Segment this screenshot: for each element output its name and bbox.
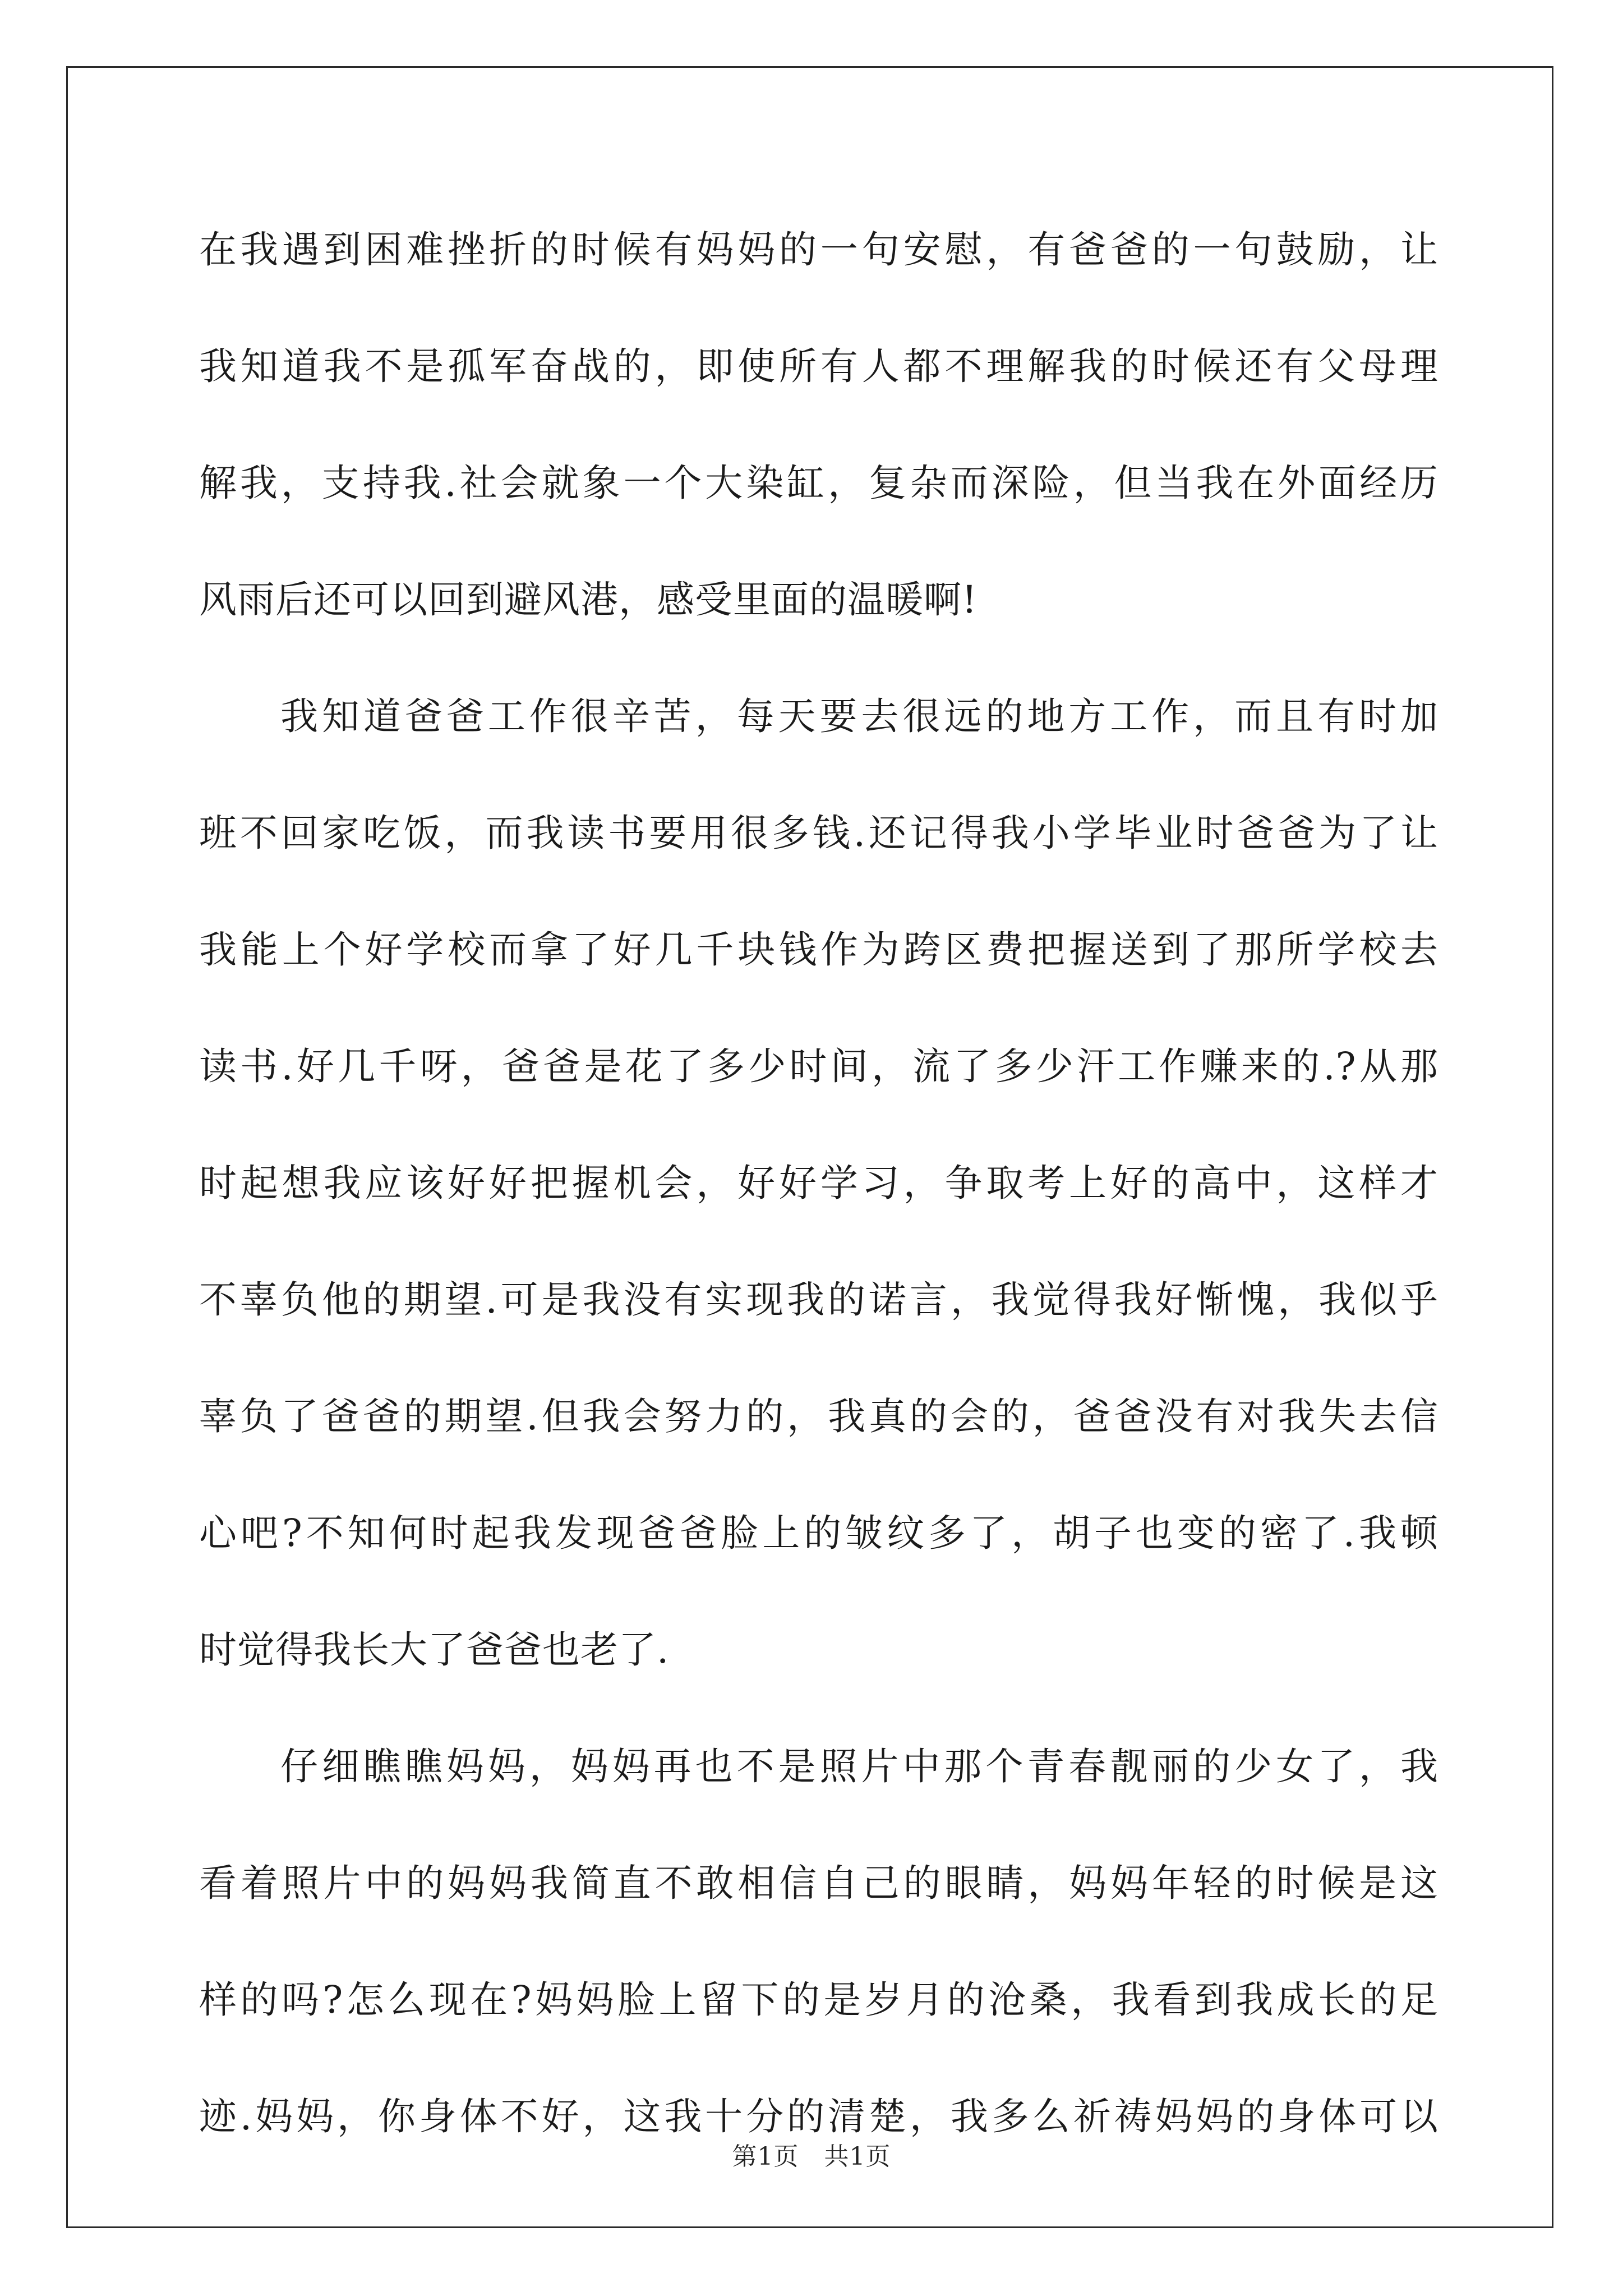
text-line: 我能上个好学校而拿了好几千块钱作为跨区费把握送到了那所学校去 <box>199 928 1438 972</box>
page-number-footer: 第1页 共1页 <box>732 2142 891 2171</box>
text-line: 解我，支持我.社会就象一个大染缸，复杂而深险，但当我在外面经历 <box>199 461 1438 505</box>
text-line: 迹.妈妈，你身体不好，这我十分的清楚，我多么祈祷妈妈的身体可以 <box>199 2095 1438 2138</box>
text-line: 读书.好几千呀，爸爸是花了多少时间，流了多少汗工作赚来的.?从那 <box>199 1045 1438 1088</box>
text-line: 时觉得我长大了爸爸也老了. <box>199 1628 670 1672</box>
document-body <box>199 208 1438 2191</box>
text-line: 我知道我不是孤军奋战的，即使所有人都不理解我的时候还有父母理 <box>199 344 1438 388</box>
paragraph-first-line: 仔细瞧瞧妈妈，妈妈再也不是照片中那个青春靓丽的少女了，我 <box>280 1745 1438 1788</box>
text-line: 班不回家吃饭，而我读书要用很多钱.还记得我小学毕业时爸爸为了让 <box>199 811 1438 855</box>
text-line: 看着照片中的妈妈我简直不敢相信自己的眼睛，妈妈年轻的时候是这 <box>199 1861 1438 1905</box>
text-line: 风雨后还可以回到避风港，感受里面的温暖啊! <box>199 578 978 622</box>
text-line: 不辜负他的期望.可是我没有实现我的诺言，我觉得我好惭愧，我似乎 <box>199 1278 1438 1322</box>
paragraph-first-line: 我知道爸爸工作很辛苦，每天要去很远的地方工作，而且有时加 <box>280 694 1438 738</box>
text-line: 心吧?不知何时起我发现爸爸脸上的皱纹多了，胡子也变的密了.我顿 <box>199 1511 1438 1555</box>
text-line: 辜负了爸爸的期望.但我会努力的，我真的会的，爸爸没有对我失去信 <box>199 1395 1438 1438</box>
text-line: 时起想我应该好好把握机会，好好学习，争取考上好的高中，这样才 <box>199 1161 1438 1205</box>
text-line: 在我遇到困难挫折的时候有妈妈的一句安慰，有爸爸的一句鼓励，让 <box>199 228 1438 272</box>
text-line: 样的吗?怎么现在?妈妈脸上留下的是岁月的沧桑，我看到我成长的足 <box>199 1978 1438 2022</box>
